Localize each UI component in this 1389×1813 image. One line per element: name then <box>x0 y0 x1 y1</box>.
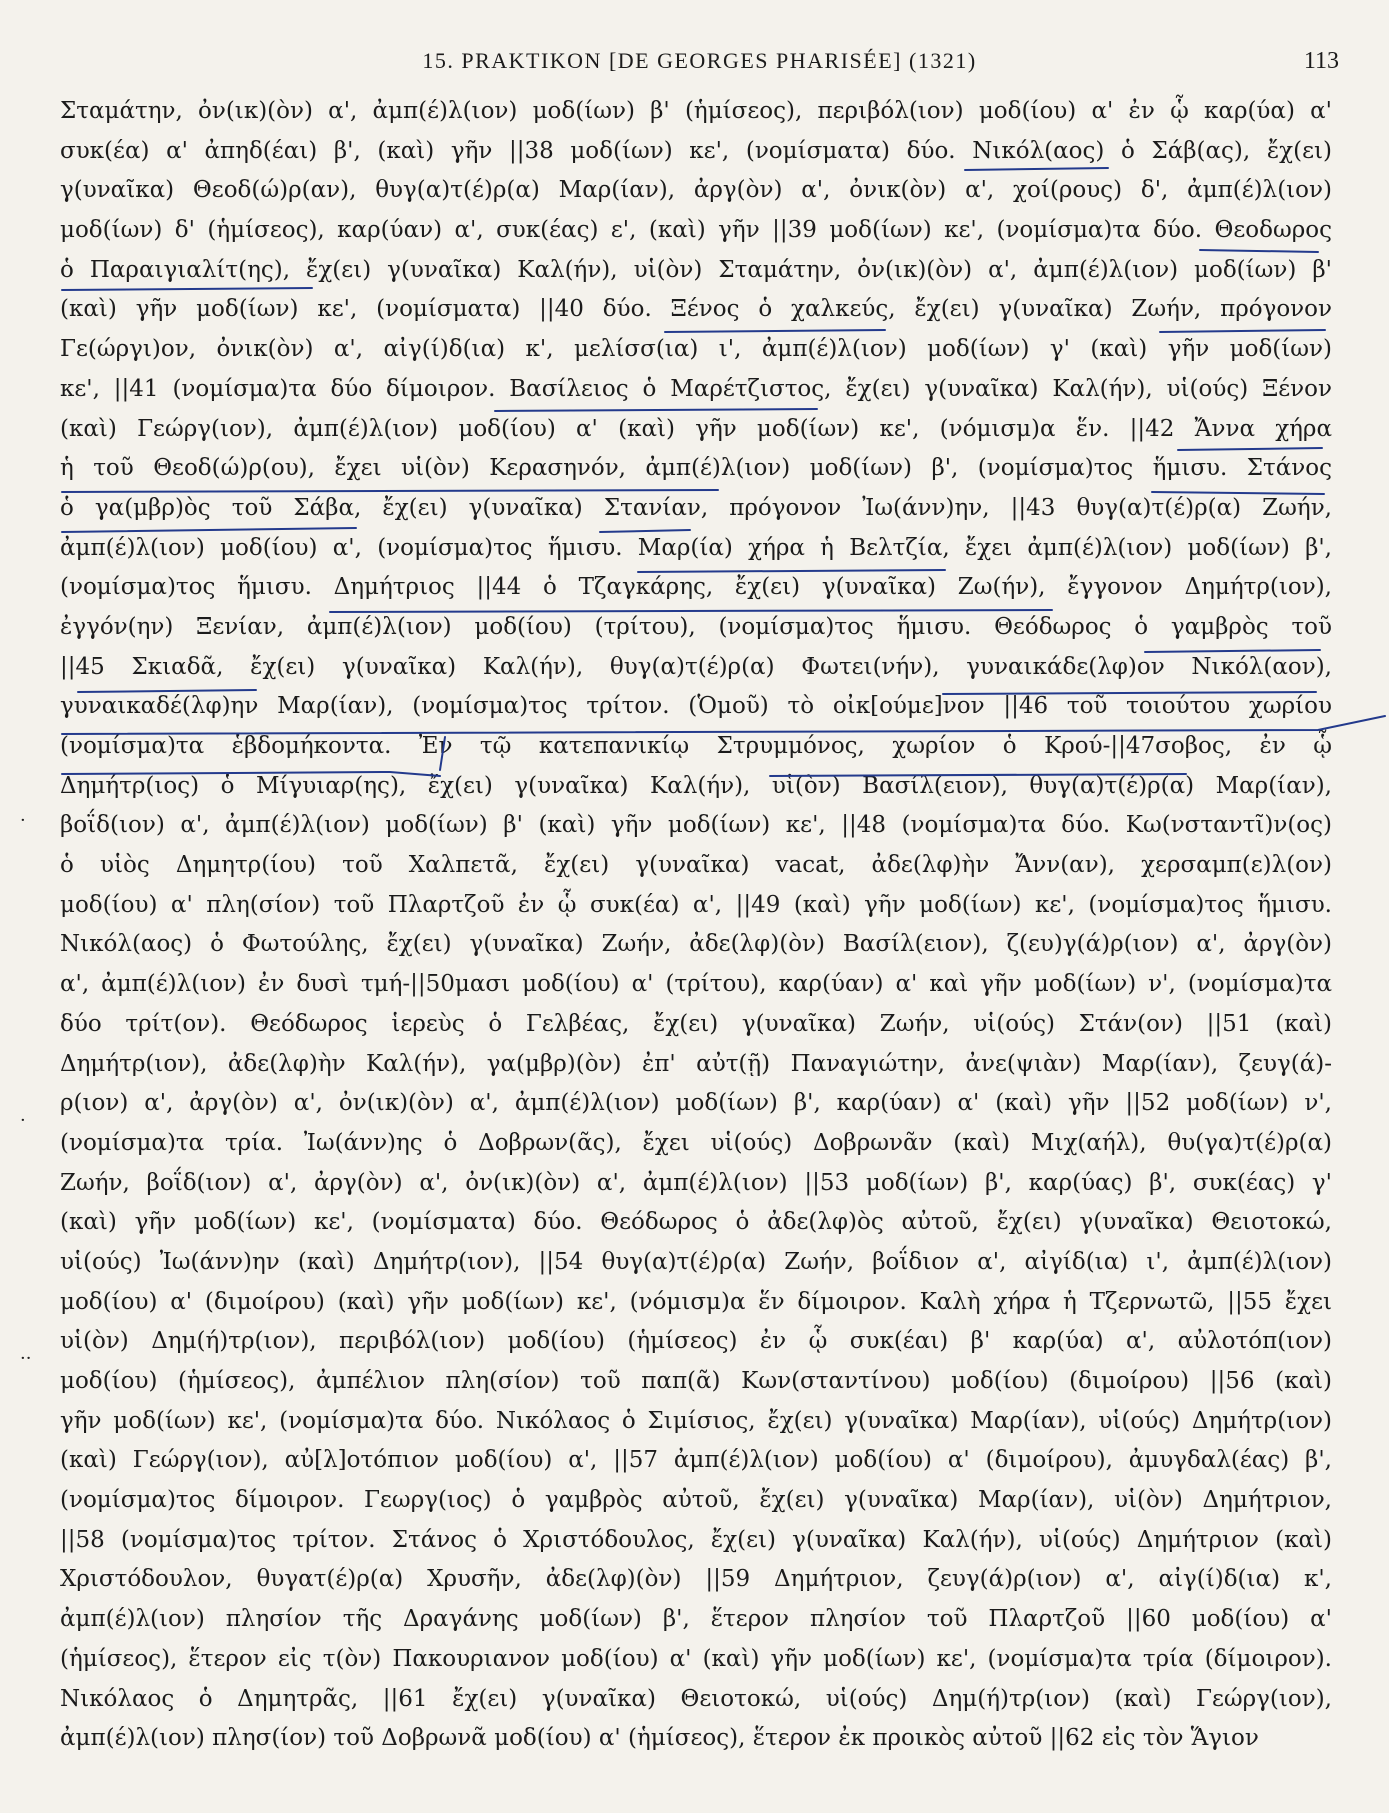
text-line: ἐγγόν(ην) Ξενίαν, ἀμπ(έ)λ(ιον) μοδ(ίου) (τρίτου), (νομίσμα)τος ἥμισυ. Θεόδωρος ὁ γαμβρὸς τοῦ <box>60 613 1332 640</box>
text-line: μοδ(ίου) (ἡμίσεος), ἀμπέλιον πλη(σίον) τοῦ παπ(ᾶ) Κων(σταντίνου) μοδ(ίου) (διμοίρου) ||56 (καὶ) <box>60 1368 1332 1394</box>
text-line: κε', ||41 (νομίσμα)τα δύο δίμοιρον. Βασίλειος ὁ Μαρέτζιστος, ἔχ(ει) γ(υναῖκα) Καλ(ήν), υἱ(ούς) Ξένον <box>60 375 1332 402</box>
text-line: γ(υναῖκα) Θεοδ(ώ)ρ(αν), θυγ(α)τ(έ)ρ(α) Μαρ(ίαν), ἀργ(ὸν) α', ὀνικ(ὸν) α', χοί(ρους) δ', ἀμπ(έ)λ(ιον) <box>60 177 1332 204</box>
text-line: Δημήτρ(ιον), ἀδε(λφ)ὴν Καλ(ήν), γα(μβρ)(ὸν) ἐπ' αὐτ(ῇ) Παναγιώτην, ἀνε(ψιὰν) Μαρ(ίαν), ζευγ(ά)- <box>60 1050 1332 1077</box>
text-line: υἱ(ούς) Ἰω(άνν)ην (καὶ) Δημήτρ(ιον), ||54 θυγ(α)τ(έ)ρ(α) Ζωήν, βοΐδιον α', αἰγίδ(ια) ι', ἀμπ(έ)λ(ιον) <box>60 1248 1332 1275</box>
text-line: Γε(ώργι)ον, ὀνικ(ὸν) α', αἰγ(ί)δ(ια) κ', μελίσσ(ια) ι', ἀμπ(έ)λ(ιον) μοδ(ίων) γ' (καὶ) γῆν μοδ(ίων) <box>60 336 1332 363</box>
text-line: (καὶ) Γεώργ(ιον), αὐ[λ]οτόπιον μοδ(ίου) α', ||57 ἀμπ(έ)λ(ιον) μοδ(ίου) α' (διμοίρου), ἀμυγδαλ(έας) β', <box>60 1447 1332 1474</box>
margin-dot: · <box>20 1110 26 1131</box>
text-line: ρ(ιον) α', ἀργ(ὸν) α', ὀν(ικ)(ὸν) α', ἀμπ(έ)λ(ιον) μοδ(ίων) β', καρ(ύαν) α' (καὶ) γῆν ||52 μοδ(ίων) ν', <box>60 1090 1332 1117</box>
text-line: (καὶ) Γεώργ(ιον), ἀμπ(έ)λ(ιον) μοδ(ίου) α' (καὶ) γῆν μοδ(ίων) κε', (νόμισμ)α ἕν. ||42 Ἄννα χήρα <box>60 415 1332 442</box>
text-line: ||58 (νομίσμα)τος τρίτον. Στάνος ὁ Χριστόδουλος, ἔχ(ει) γ(υναῖκα) Καλ(ήν), υἱ(ούς) Δημήτριον (καὶ) <box>60 1526 1332 1553</box>
text-line: (νομίσμα)τα τρία. Ἰω(άνν)ης ὁ Δοβρων(ᾶς), ἔχει υἱ(ούς) Δοβρωνᾶν (καὶ) Μιχ(αήλ), θυ(γα)τ(έ)ρ(α) <box>60 1129 1332 1156</box>
text-line: ὁ Παραιγιαλίτ(ης), ἔχ(ει) γ(υναῖκα) Καλ(ήν), υἱ(ὸν) Σταμάτην, ὀν(ικ)(ὸν) α', ἀμπ(έ)λ(ιον) μοδ(ίων) β' <box>60 256 1332 283</box>
text-line: Δημήτρ(ιος) ὁ Μίγυιαρ(ης), ἔχ(ει) γ(υναῖκα) Καλ(ήν), υἱ(ὸν) Βασίλ(ειον), θυγ(α)τ(έ)ρ(α) Μαρ(ίαν), <box>60 772 1332 799</box>
text-line: ἀμπ(έ)λ(ιον) πλησ(ίον) τοῦ Δοβρωνᾶ μοδ(ίου) α' (ἡμίσεος), ἕτερον ἐκ προικὸς αὐτοῦ ||62 εἰς τὸν Ἅγιον <box>60 1725 1259 1752</box>
body-text <box>60 92 1332 1759</box>
margin-dot: ·· <box>20 1348 32 1369</box>
text-line: Χριστόδουλον, θυγατ(έ)ρ(α) Χρυσῆν, ἀδε(λφ)(ὸν) ||59 Δημήτριον, ζευγ(ά)ρ(ιον) α', αἰγ(ί)δ(ια) κ', <box>60 1566 1332 1593</box>
text-line: (νομίσμα)τος δίμοιρον. Γεωργ(ιος) ὁ γαμβρὸς αὐτοῦ, ἔχ(ει) γ(υναῖκα) Μαρ(ίαν), υἱ(ὸν) Δημήτριον, <box>60 1487 1332 1514</box>
margin-dot: · <box>20 810 26 831</box>
text-line: Σταμάτην, ὀν(ικ)(ὸν) α', ἀμπ(έ)λ(ιον) μοδ(ίων) β' (ἡμίσεος), περιβόλ(ιον) μοδ(ίου) α' ἐν ᾧ καρ(ύα) α' <box>60 98 1332 124</box>
text-line: (ἡμίσεος), ἕτερον εἰς τ(ὸν) Πακουριανον μοδ(ίου) α' (καὶ) γῆν μοδ(ίων) κε', (νομίσμα)τα τρία (δίμοιρον). <box>60 1645 1332 1672</box>
text-line: (νομίσμα)τος ἥμισυ. Δημήτριος ||44 ὁ Τζαγκάρης, ἔχ(ει) γ(υναῖκα) Ζω(ήν), ἔγγονον Δημήτρ(ιον), <box>60 574 1332 601</box>
text-line: ὁ γα(μβρ)ὸς τοῦ Σάβα, ἔχ(ει) γ(υναῖκα) Στανίαν, πρόγονον Ἰω(άνν)ην, ||43 θυγ(α)τ(έ)ρ(α) Ζωήν, <box>60 494 1332 521</box>
text-line: ἡ τοῦ Θεοδ(ώ)ρ(ου), ἔχει υἱ(ὸν) Κερασηνόν, ἀμπ(έ)λ(ιον) μοδ(ίων) β', (νομίσμα)τος ἥμισυ. Στάνος <box>60 455 1332 482</box>
text-line: συκ(έα) α' ἀπηδ(έαι) β', (καὶ) γῆν ||38 μοδ(ίων) κε', (νομίσματα) δύο. Νικόλ(αος) ὁ Σάβ(ας), ἔχ(ει) <box>60 137 1332 164</box>
text-line: (καὶ) γῆν μοδ(ίων) κε', (νομίσματα) ||40 δύο. Ξένος ὁ χαλκεύς, ἔχ(ει) γ(υναῖκα) Ζωήν, πρόγονον <box>60 296 1332 323</box>
text-line: Νικόλαος ὁ Δημητρᾶς, ||61 ἔχ(ει) γ(υναῖκα) Θειοτοκώ, υἱ(ούς) Δημ(ή)τρ(ιον) (καὶ) Γεώργ(ιον), <box>60 1685 1332 1712</box>
text-line: ὁ υἱὸς Δημητρ(ίου) τοῦ Χαλπετᾶ, ἔχ(ει) γ(υναῖκα) vacat, ἀδε(λφ)ὴν Ἄνν(αν), χερσαμπ(ε)λ(ον) <box>60 852 1332 879</box>
text-line: βοΐδ(ιον) α', ἀμπ(έ)λ(ιον) μοδ(ίων) β' (καὶ) γῆν μοδ(ίων) κε', ||48 (νομίσμα)τα δύο. Κω(νσταντῖ)ν(ος) <box>60 812 1332 839</box>
text-line: α', ἀμπ(έ)λ(ιον) ἐν δυσὶ τμή-||50μασι μοδ(ίου) α' (τρίτου), καρ(ύαν) α' καὶ γῆν μοδ(ίων) ν', (νομίσμα)τα <box>60 971 1332 998</box>
running-header <box>60 44 1339 78</box>
text-line: (καὶ) γῆν μοδ(ίων) κε', (νομίσματα) δύο. Θεόδωρος ὁ ἀδε(λφ)ὸς αὐτοῦ, ἔχ(ει) γ(υναῖκα) Θειοτοκώ, <box>60 1209 1332 1236</box>
text-line: (νομίσμα)τα ἑβδομήκοντα. Ἐν τῷ κατεπανικίῳ Στρυμμόνος, χωρίον ὁ Κρού-||47σοβος, ἐν ᾧ <box>60 733 1332 759</box>
text-line: γῆν μοδ(ίων) κε', (νομίσμα)τα δύο. Νικόλαος ὁ Σιμίσιος, ἔχ(ει) γ(υναῖκα) Μαρ(ίαν), υἱ(ούς) Δημήτρ(ιον) <box>60 1407 1332 1434</box>
text-line: ἀμπ(έ)λ(ιον) πλησίον τῆς Δραγάνης μοδ(ίων) β', ἕτερον πλησίον τοῦ Πλαρτζοῦ ||60 μοδ(ίου) α' <box>60 1606 1332 1633</box>
text-line: γυναικαδέ(λφ)ην Μαρ(ίαν), (νομίσμα)τος τρίτον. (Ὁμοῦ) τὸ οἰκ[ούμε]νον ||46 τοῦ τοιούτου χωρίου <box>60 693 1332 720</box>
header-title: 15. PRAKTIKON [DE GEORGES PHARISÉE] (1321) <box>422 48 977 73</box>
text-line: μοδ(ίου) α' (διμοίρου) (καὶ) γῆν μοδ(ίων) κε', (νόμισμ)α ἕν δίμοιρον. Καλὴ χήρα ἡ Τζερνωτῶ, ||55 ἔχει <box>60 1288 1332 1315</box>
text-line: ||45 Σκιαδᾶ, ἔχ(ει) γ(υναῖκα) Καλ(ήν), θυγ(α)τ(έ)ρ(α) Φωτει(νήν), γυναικάδε(λφ)ον Νικόλ(αον), <box>60 653 1332 680</box>
text-line: μοδ(ίου) α' πλη(σίον) τοῦ Πλαρτζοῦ ἐν ᾧ συκ(έα) α', ||49 (καὶ) γῆν μοδ(ίων) κε', (νομίσμα)τος ἥμισυ. <box>60 891 1332 918</box>
text-line: δύο τρίτ(ον). Θεόδωρος ἱερεὺς ὁ Γελβέας, ἔχ(ει) γ(υναῖκα) Ζωήν, υἱ(ούς) Στάν(ον) ||51 (καὶ) <box>60 1010 1332 1037</box>
text-line: ἀμπ(έ)λ(ιον) μοδ(ίου) α', (νομίσμα)τος ἥμισυ. Μαρ(ία) χήρα ἡ Βελτζία, ἔχει ἀμπ(έ)λ(ιον) μοδ(ίων) β', <box>60 534 1332 561</box>
text-line: Νικόλ(αος) ὁ Φωτούλης, ἔχ(ει) γ(υναῖκα) Ζωήν, ἀδε(λφ)(ὸν) Βασίλ(ειον), ζ(ευ)γ(ά)ρ(ιον) α', ἀργ(ὸν) <box>60 931 1332 958</box>
text-line: μοδ(ίων) δ' (ἡμίσεος), καρ(ύαν) α', συκ(έας) ε', (καὶ) γῆν ||39 μοδ(ίων) κε', (νομίσμα)τα δύο. Θεοδωρος <box>60 217 1332 244</box>
page-number: 113 <box>1303 48 1339 74</box>
text-line: Ζωήν, βοΐδ(ιον) α', ἀργ(ὸν) α', ὀν(ικ)(ὸν) α', ἀμπ(έ)λ(ιον) ||53 μοδ(ίων) β', καρ(ύας) β', συκ(έας) γ' <box>60 1169 1332 1196</box>
text-line: υἱ(ὸν) Δημ(ή)τρ(ιον), περιβόλ(ιον) μοδ(ίου) (ἡμίσεος) ἐν ᾧ συκ(έαι) β' καρ(ύα) α', αὐλοτόπ(ιον) <box>60 1328 1332 1355</box>
